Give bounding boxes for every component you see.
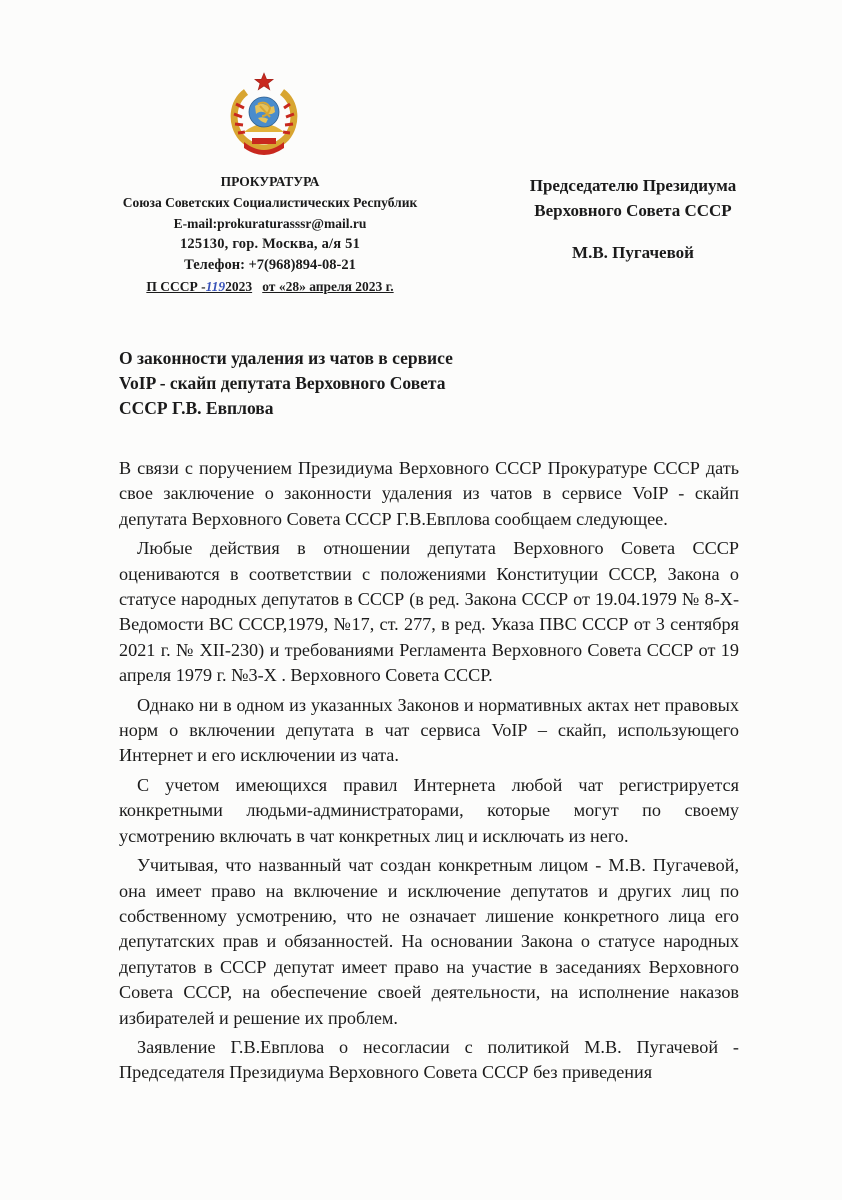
body-paragraph-5: Учитывая, что названный чат создан конкретным лицом - М.В. Пугачевой, она имеет право на включение и исключение депутатов и других лиц по собственному усмотрению, что не означает лишение конкретного лица его депутатских прав и обязанностей. На основании Закона о статусе народных депутатов в СССР депутат имеет право на участие в заседаниях Верховного Совета СССР, на обеспечение своей деятельности, на исполнение наказов избирателей и решение их проблем. xyxy=(119,855,739,1028)
ref-date: от «28» апреля 2023 г. xyxy=(262,279,394,294)
body-paragraph-6: Заявление Г.В.Евплова о несогласии с политикой М.В. Пугачевой - Председателя Президиума Верховного Совета СССР без приведения xyxy=(119,1036,739,1083)
ref-number: 119 xyxy=(205,279,226,294)
email-link[interactable]: prokuraturasssr@mail.ru xyxy=(217,216,367,231)
ref-prefix: П СССР - xyxy=(146,279,206,294)
body-paragraph-1: В связи с поручением Президиума Верховного СССР Прокуратуре СССР дать свое заключение о законности удаления из чатов в сервисе VoIP - скайп депутата Верховного Совета СССР Г.В.Евплова сообщаем следующее. xyxy=(119,458,739,529)
sender-entity: Союза Советских Социалистических Республик xyxy=(122,195,418,210)
body-paragraph-4: С учетом имеющихся правил Интернета любой чат регистрируется конкретными людьми-администраторами, которые могут по своему усмотрению включать в чат конкретных лиц и исключать из него. xyxy=(119,774,739,846)
reference-line xyxy=(100,276,440,297)
recipient-line2: Верховного Совета СССР xyxy=(534,201,732,220)
sender-phone: Телефон: +7(968)894-08-21 xyxy=(184,257,356,273)
recipient-line1: Председателю Президиума xyxy=(529,176,737,195)
subject-line1: О законности удаления из чатов в сервисе xyxy=(119,348,453,368)
letter-body xyxy=(119,456,739,1090)
sender-block xyxy=(100,171,440,297)
subject-line3: СССР Г.В. Евплова xyxy=(119,398,274,418)
ref-year: 2023 xyxy=(225,279,253,294)
subject-heading xyxy=(119,346,539,421)
sender-email-line xyxy=(100,213,440,234)
body-paragraph-3: Однако ни в одном из указанных Законов и нормативных актах нет правовых норм о включении депутата в чат сервиса VoIP – скайп, использующего Интернет и его исключении из чата. xyxy=(119,694,739,766)
ussr-emblem xyxy=(226,72,302,158)
body-paragraph-2: Любые действия в отношении депутата Верховного Совета СССР оцениваются в соответствии с положениями Конституции СССР, Закона о статусе народных депутатов в СССР (в ред. Закона СССР от 19.04.1979 № 8-Х-Ведомости ВС СССР,1979, №17, ст. 277, в ред. Указа ПВС СССР от 3 сентября 2021 г. № XII-230) и требованиями Регламента Верховного Совета СССР от 19 апреля 1979 г. №3-Х . Верховного Совета СССР. xyxy=(119,538,739,686)
subject-line2: VoIP - скайп депутата Верховного Совета xyxy=(119,373,446,393)
sender-org: ПРОКУРАТУРА xyxy=(220,174,320,189)
sender-address: 125130, гор. Москва, а/я 51 xyxy=(179,236,361,252)
email-label: E-mail: xyxy=(173,216,218,231)
recipient-block xyxy=(498,173,768,265)
recipient-name: М.В. Пугачевой xyxy=(572,243,694,262)
